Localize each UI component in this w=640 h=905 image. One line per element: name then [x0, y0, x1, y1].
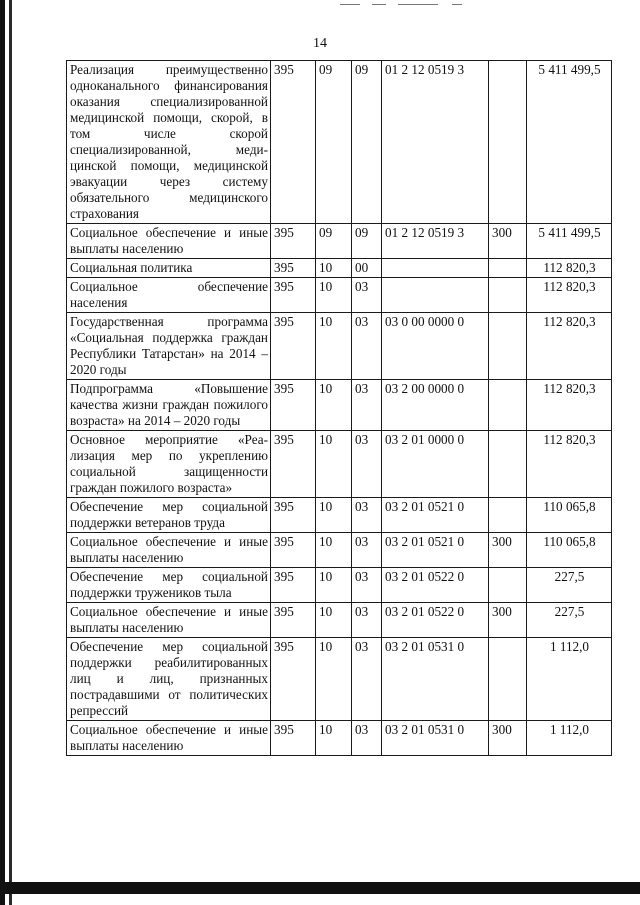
- subsection-code-cell: 03: [352, 278, 382, 313]
- amount-cell: 1 112,0: [527, 638, 612, 721]
- item-name-cell: Социальное обеспечение населения: [67, 278, 271, 313]
- ministry-code-cell: 395: [271, 533, 316, 568]
- expense-type-cell: [489, 431, 527, 498]
- expense-type-cell: 300: [489, 721, 527, 756]
- item-name-cell: Обеспечение мер социальной поддержки ветеранов труда: [67, 498, 271, 533]
- expense-type-cell: [489, 638, 527, 721]
- amount-cell: 227,5: [527, 603, 612, 638]
- target-article-cell: 03 2 01 0522 0: [382, 603, 489, 638]
- table-row: [67, 224, 612, 259]
- section-code-cell: 10: [316, 721, 352, 756]
- item-name-cell: Социальная политика: [67, 259, 271, 278]
- expense-type-cell: 300: [489, 224, 527, 259]
- section-code-cell: 09: [316, 61, 352, 224]
- subsection-code-cell: 03: [352, 380, 382, 431]
- scan-mark: [452, 4, 462, 5]
- expense-type-cell: 300: [489, 603, 527, 638]
- table-row: [67, 380, 612, 431]
- target-article-cell: 03 0 00 0000 0: [382, 313, 489, 380]
- ministry-code-cell: 395: [271, 638, 316, 721]
- item-name-cell: Государственная программа «Социальная поддержка граждан Республики Татарстан» на 2014 – 2020 годы: [67, 313, 271, 380]
- expense-type-cell: [489, 498, 527, 533]
- ministry-code-cell: 395: [271, 259, 316, 278]
- table-row: [67, 638, 612, 721]
- target-article-cell: 03 2 01 0521 0: [382, 533, 489, 568]
- ministry-code-cell: 395: [271, 278, 316, 313]
- section-code-cell: 10: [316, 259, 352, 278]
- subsection-code-cell: 03: [352, 498, 382, 533]
- target-article-cell: 01 2 12 0519 3: [382, 224, 489, 259]
- section-code-cell: 10: [316, 431, 352, 498]
- section-code-cell: 10: [316, 533, 352, 568]
- amount-cell: 1 112,0: [527, 721, 612, 756]
- amount-cell: 112 820,3: [527, 278, 612, 313]
- table-row: [67, 498, 612, 533]
- expense-type-cell: [489, 568, 527, 603]
- table-body: [67, 61, 612, 756]
- item-name-cell: Социальное обеспечение и иные выплаты населению: [67, 533, 271, 568]
- subsection-code-cell: 09: [352, 61, 382, 224]
- table-row: [67, 259, 612, 278]
- amount-cell: 112 820,3: [527, 380, 612, 431]
- subsection-code-cell: 00: [352, 259, 382, 278]
- ministry-code-cell: 395: [271, 313, 316, 380]
- target-article-cell: [382, 278, 489, 313]
- expense-type-cell: [489, 61, 527, 224]
- scan-edge-left-inner: [9, 0, 12, 905]
- target-article-cell: 03 2 01 0531 0: [382, 638, 489, 721]
- ministry-code-cell: 395: [271, 721, 316, 756]
- scan-mark: [340, 4, 360, 5]
- amount-cell: 112 820,3: [527, 259, 612, 278]
- target-article-cell: 03 2 01 0531 0: [382, 721, 489, 756]
- subsection-code-cell: 03: [352, 533, 382, 568]
- budget-table: [66, 60, 612, 756]
- ministry-code-cell: 395: [271, 380, 316, 431]
- section-code-cell: 10: [316, 313, 352, 380]
- ministry-code-cell: 395: [271, 568, 316, 603]
- target-article-cell: 01 2 12 0519 3: [382, 61, 489, 224]
- target-article-cell: 03 2 01 0521 0: [382, 498, 489, 533]
- subsection-code-cell: 03: [352, 603, 382, 638]
- target-article-cell: 03 2 01 0522 0: [382, 568, 489, 603]
- subsection-code-cell: 09: [352, 224, 382, 259]
- table-row: [67, 431, 612, 498]
- item-name-cell: Основное мероприятие «Реализация мер по укреплению социальной защищенности граждан пожилого возраста»: [67, 431, 271, 498]
- item-name-cell: Подпрограмма «Повышение качества жизни граждан пожилого возраста» на 2014 – 2020 годы: [67, 380, 271, 431]
- amount-cell: 110 065,8: [527, 533, 612, 568]
- table-row: [67, 313, 612, 380]
- subsection-code-cell: 03: [352, 721, 382, 756]
- table-row: [67, 61, 612, 224]
- item-name-cell: Социальное обеспечение и иные выплаты населению: [67, 603, 271, 638]
- scan-edge-bottom: [0, 882, 640, 894]
- item-name-cell: Социальное обеспечение и иные выплаты населению: [67, 721, 271, 756]
- section-code-cell: 10: [316, 380, 352, 431]
- section-code-cell: 10: [316, 278, 352, 313]
- target-article-cell: 03 2 00 0000 0: [382, 380, 489, 431]
- section-code-cell: 10: [316, 498, 352, 533]
- ministry-code-cell: 395: [271, 498, 316, 533]
- table-row: [67, 603, 612, 638]
- amount-cell: 112 820,3: [527, 313, 612, 380]
- subsection-code-cell: 03: [352, 431, 382, 498]
- ministry-code-cell: 395: [271, 61, 316, 224]
- amount-cell: 5 411 499,5: [527, 224, 612, 259]
- scan-edge-left: [0, 0, 5, 905]
- subsection-code-cell: 03: [352, 313, 382, 380]
- ministry-code-cell: 395: [271, 603, 316, 638]
- section-code-cell: 10: [316, 638, 352, 721]
- section-code-cell: 10: [316, 568, 352, 603]
- subsection-code-cell: 03: [352, 568, 382, 603]
- section-code-cell: 10: [316, 603, 352, 638]
- table-row: [67, 721, 612, 756]
- table-row: [67, 568, 612, 603]
- amount-cell: 110 065,8: [527, 498, 612, 533]
- expense-type-cell: 300: [489, 533, 527, 568]
- table-row: [67, 278, 612, 313]
- table-row: [67, 533, 612, 568]
- item-name-cell: Обеспечение мер социальной поддержки тружеников тыла: [67, 568, 271, 603]
- scan-mark: [398, 4, 438, 5]
- expense-type-cell: [489, 259, 527, 278]
- section-code-cell: 09: [316, 224, 352, 259]
- expense-type-cell: [489, 278, 527, 313]
- item-name-cell: Социальное обеспечение и иные выплаты населению: [67, 224, 271, 259]
- scan-mark: [372, 4, 386, 5]
- item-name-cell: Реализация преимущественно одноканального финансирования оказания специализированной медицинской помощи, скорой, в том числе скорой специализированной, медицинской помощи, медицинской эвакуации через систему обязательного медицинского страхования: [67, 61, 271, 224]
- expense-type-cell: [489, 313, 527, 380]
- amount-cell: 112 820,3: [527, 431, 612, 498]
- amount-cell: 227,5: [527, 568, 612, 603]
- page-number: 14: [313, 36, 327, 51]
- ministry-code-cell: 395: [271, 224, 316, 259]
- target-article-cell: [382, 259, 489, 278]
- amount-cell: 5 411 499,5: [527, 61, 612, 224]
- item-name-cell: Обеспечение мер социальной поддержки реабилитированных лиц и лиц, признанных пострадавшими от политических репрессий: [67, 638, 271, 721]
- ministry-code-cell: 395: [271, 431, 316, 498]
- target-article-cell: 03 2 01 0000 0: [382, 431, 489, 498]
- expense-type-cell: [489, 380, 527, 431]
- subsection-code-cell: 03: [352, 638, 382, 721]
